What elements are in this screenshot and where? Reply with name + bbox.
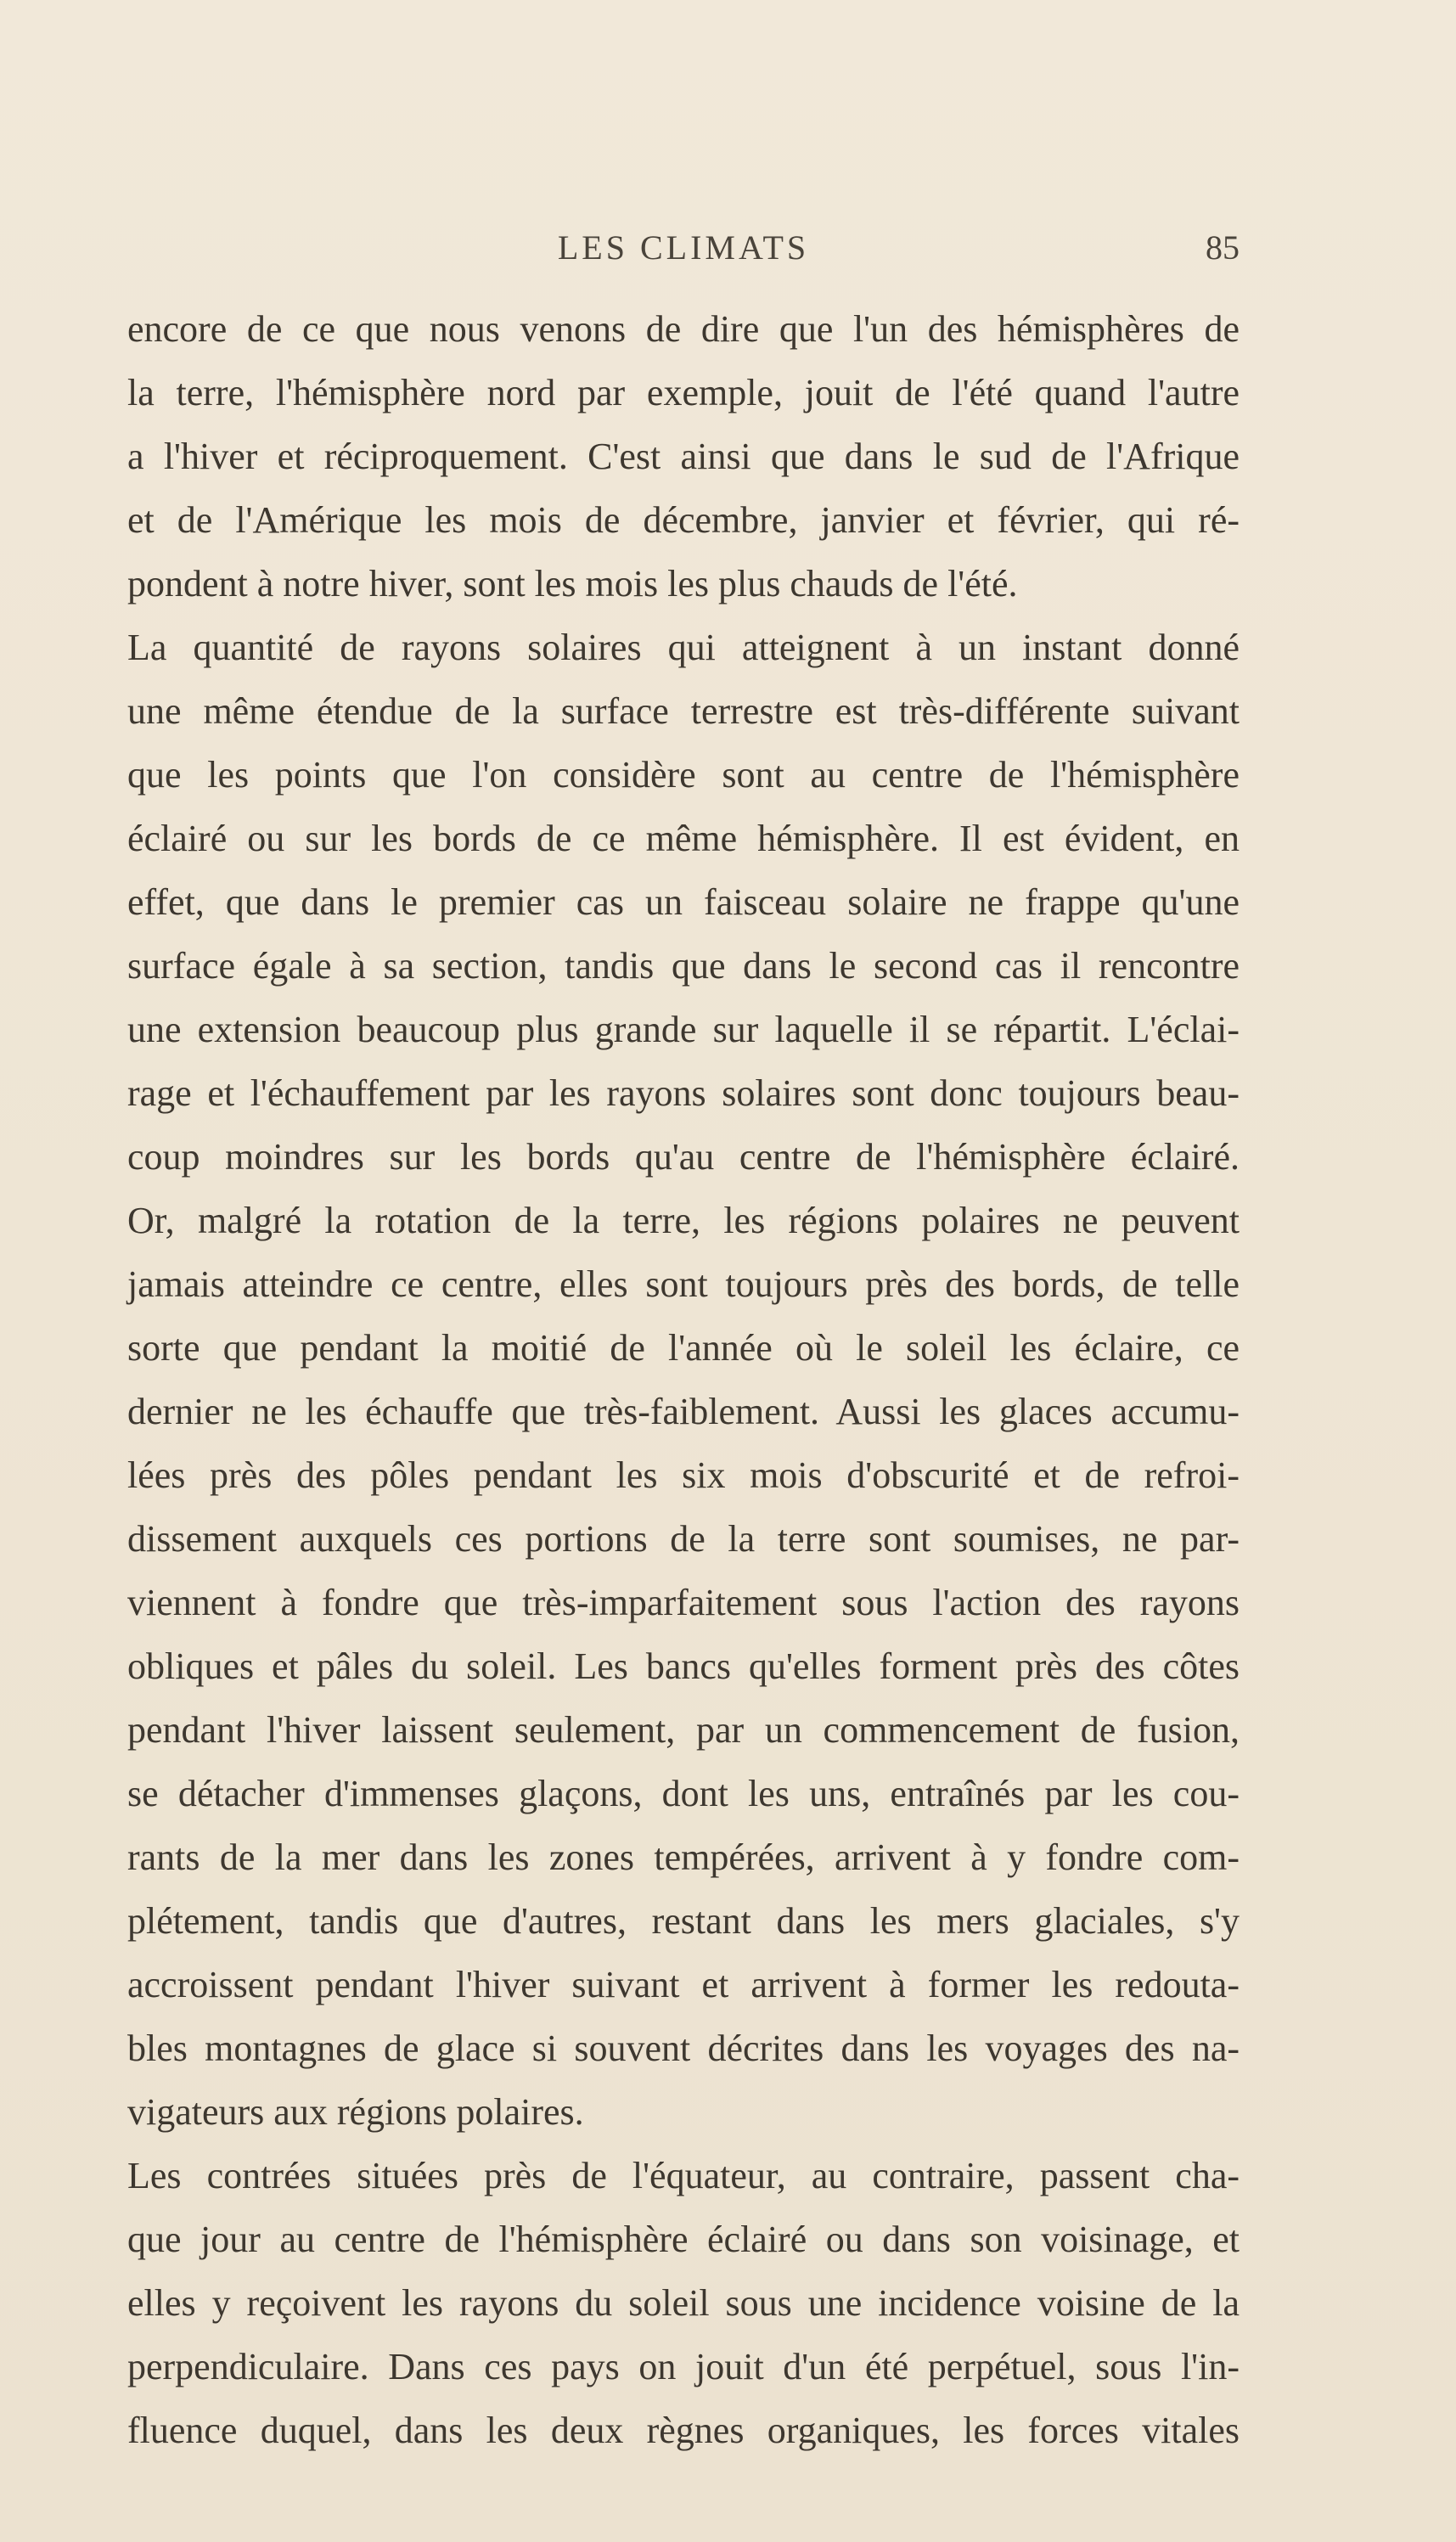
text-line: pendant l'hiver laissent seulement, par un commencement de fusion, <box>127 1709 1240 1751</box>
text-line: une même étendue de la surface terrestre est très-différente suivant <box>127 690 1240 732</box>
text-line: surface égale à sa section, tandis que dans le second cas il rencontre <box>127 945 1240 987</box>
text-line: que les points que l'on considère sont au centre de l'hémisphère <box>127 754 1240 796</box>
running-head <box>127 228 1240 270</box>
text-line: que jour au centre de l'hémisphère éclairé ou dans son voisinage, et <box>127 2219 1240 2260</box>
text-line: plétement, tandis que d'autres, restant dans les mers glaciales, s'y <box>127 1900 1240 1942</box>
page-number: 85 <box>1206 228 1240 267</box>
text-line: dissement auxquels ces portions de la terre sont soumises, ne par- <box>127 1518 1240 1560</box>
text-line: sorte que pendant la moitié de l'année où le soleil les éclaire, ce <box>127 1327 1240 1369</box>
text-line: éclairé ou sur les bords de ce même hémisphère. Il est évident, en <box>127 818 1240 859</box>
text-line: viennent à fondre que très-imparfaitement sous l'action des rayons <box>127 1582 1240 1623</box>
text-line: effet, que dans le premier cas un faisceau solaire ne frappe qu'une <box>127 881 1240 923</box>
text-line: jamais atteindre ce centre, elles sont toujours près des bords, de telle <box>127 1263 1240 1305</box>
text-line: pondent à notre hiver, sont les mois les plus chauds de l'été. <box>127 563 1018 605</box>
text-line: Les contrées situées près de l'équateur, au contraire, passent cha- <box>127 2155 1240 2196</box>
text-line: coup moindres sur les bords qu'au centre de l'hémisphère éclairé. <box>127 1136 1240 1178</box>
text-line: La quantité de rayons solaires qui atteignent à un instant donné <box>127 627 1240 668</box>
text-line: lées près des pôles pendant les six mois d'obscurité et de refroi- <box>127 1454 1240 1496</box>
text-line: vigateurs aux régions polaires. <box>127 2091 584 2133</box>
text-line: la terre, l'hémisphère nord par exemple, jouit de l'été quand l'autre <box>127 372 1240 413</box>
text-line: encore de ce que nous venons de dire que l'un des hémisphères de <box>127 308 1240 350</box>
body-text <box>127 297 1240 2462</box>
text-line: fluence duquel, dans les deux règnes organiques, les forces vitales <box>127 2410 1240 2451</box>
text-line: une extension beaucoup plus grande sur laquelle il se répartit. L'éclai- <box>127 1009 1240 1050</box>
text-line: rants de la mer dans les zones tempérées, arrivent à y fondre com- <box>127 1836 1240 1878</box>
text-line: dernier ne les échauffe que très-faiblement. Aussi les glaces accumu- <box>127 1391 1240 1432</box>
text-line: Or, malgré la rotation de la terre, les régions polaires ne peuvent <box>127 1200 1240 1241</box>
text-line: se détacher d'immenses glaçons, dont les uns, entraînés par les cou- <box>127 1773 1240 1814</box>
text-line: obliques et pâles du soleil. Les bancs qu'elles forment près des côtes <box>127 1645 1240 1687</box>
text-line: perpendiculaire. Dans ces pays on jouit d'un été perpétuel, sous l'in- <box>127 2346 1240 2387</box>
running-title: LES CLIMATS <box>557 228 810 267</box>
text-line: et de l'Amérique les mois de décembre, janvier et février, qui ré- <box>127 499 1240 541</box>
text-line: accroissent pendant l'hiver suivant et arrivent à former les redouta- <box>127 1964 1240 2005</box>
text-line: elles y reçoivent les rayons du soleil sous une incidence voisine de la <box>127 2282 1240 2324</box>
text-line: a l'hiver et réciproquement. C'est ainsi que dans le sud de l'Afrique <box>127 436 1240 477</box>
text-line: bles montagnes de glace si souvent décrites dans les voyages des na- <box>127 2027 1240 2069</box>
text-line: rage et l'échauffement par les rayons solaires sont donc toujours beau- <box>127 1072 1240 1114</box>
